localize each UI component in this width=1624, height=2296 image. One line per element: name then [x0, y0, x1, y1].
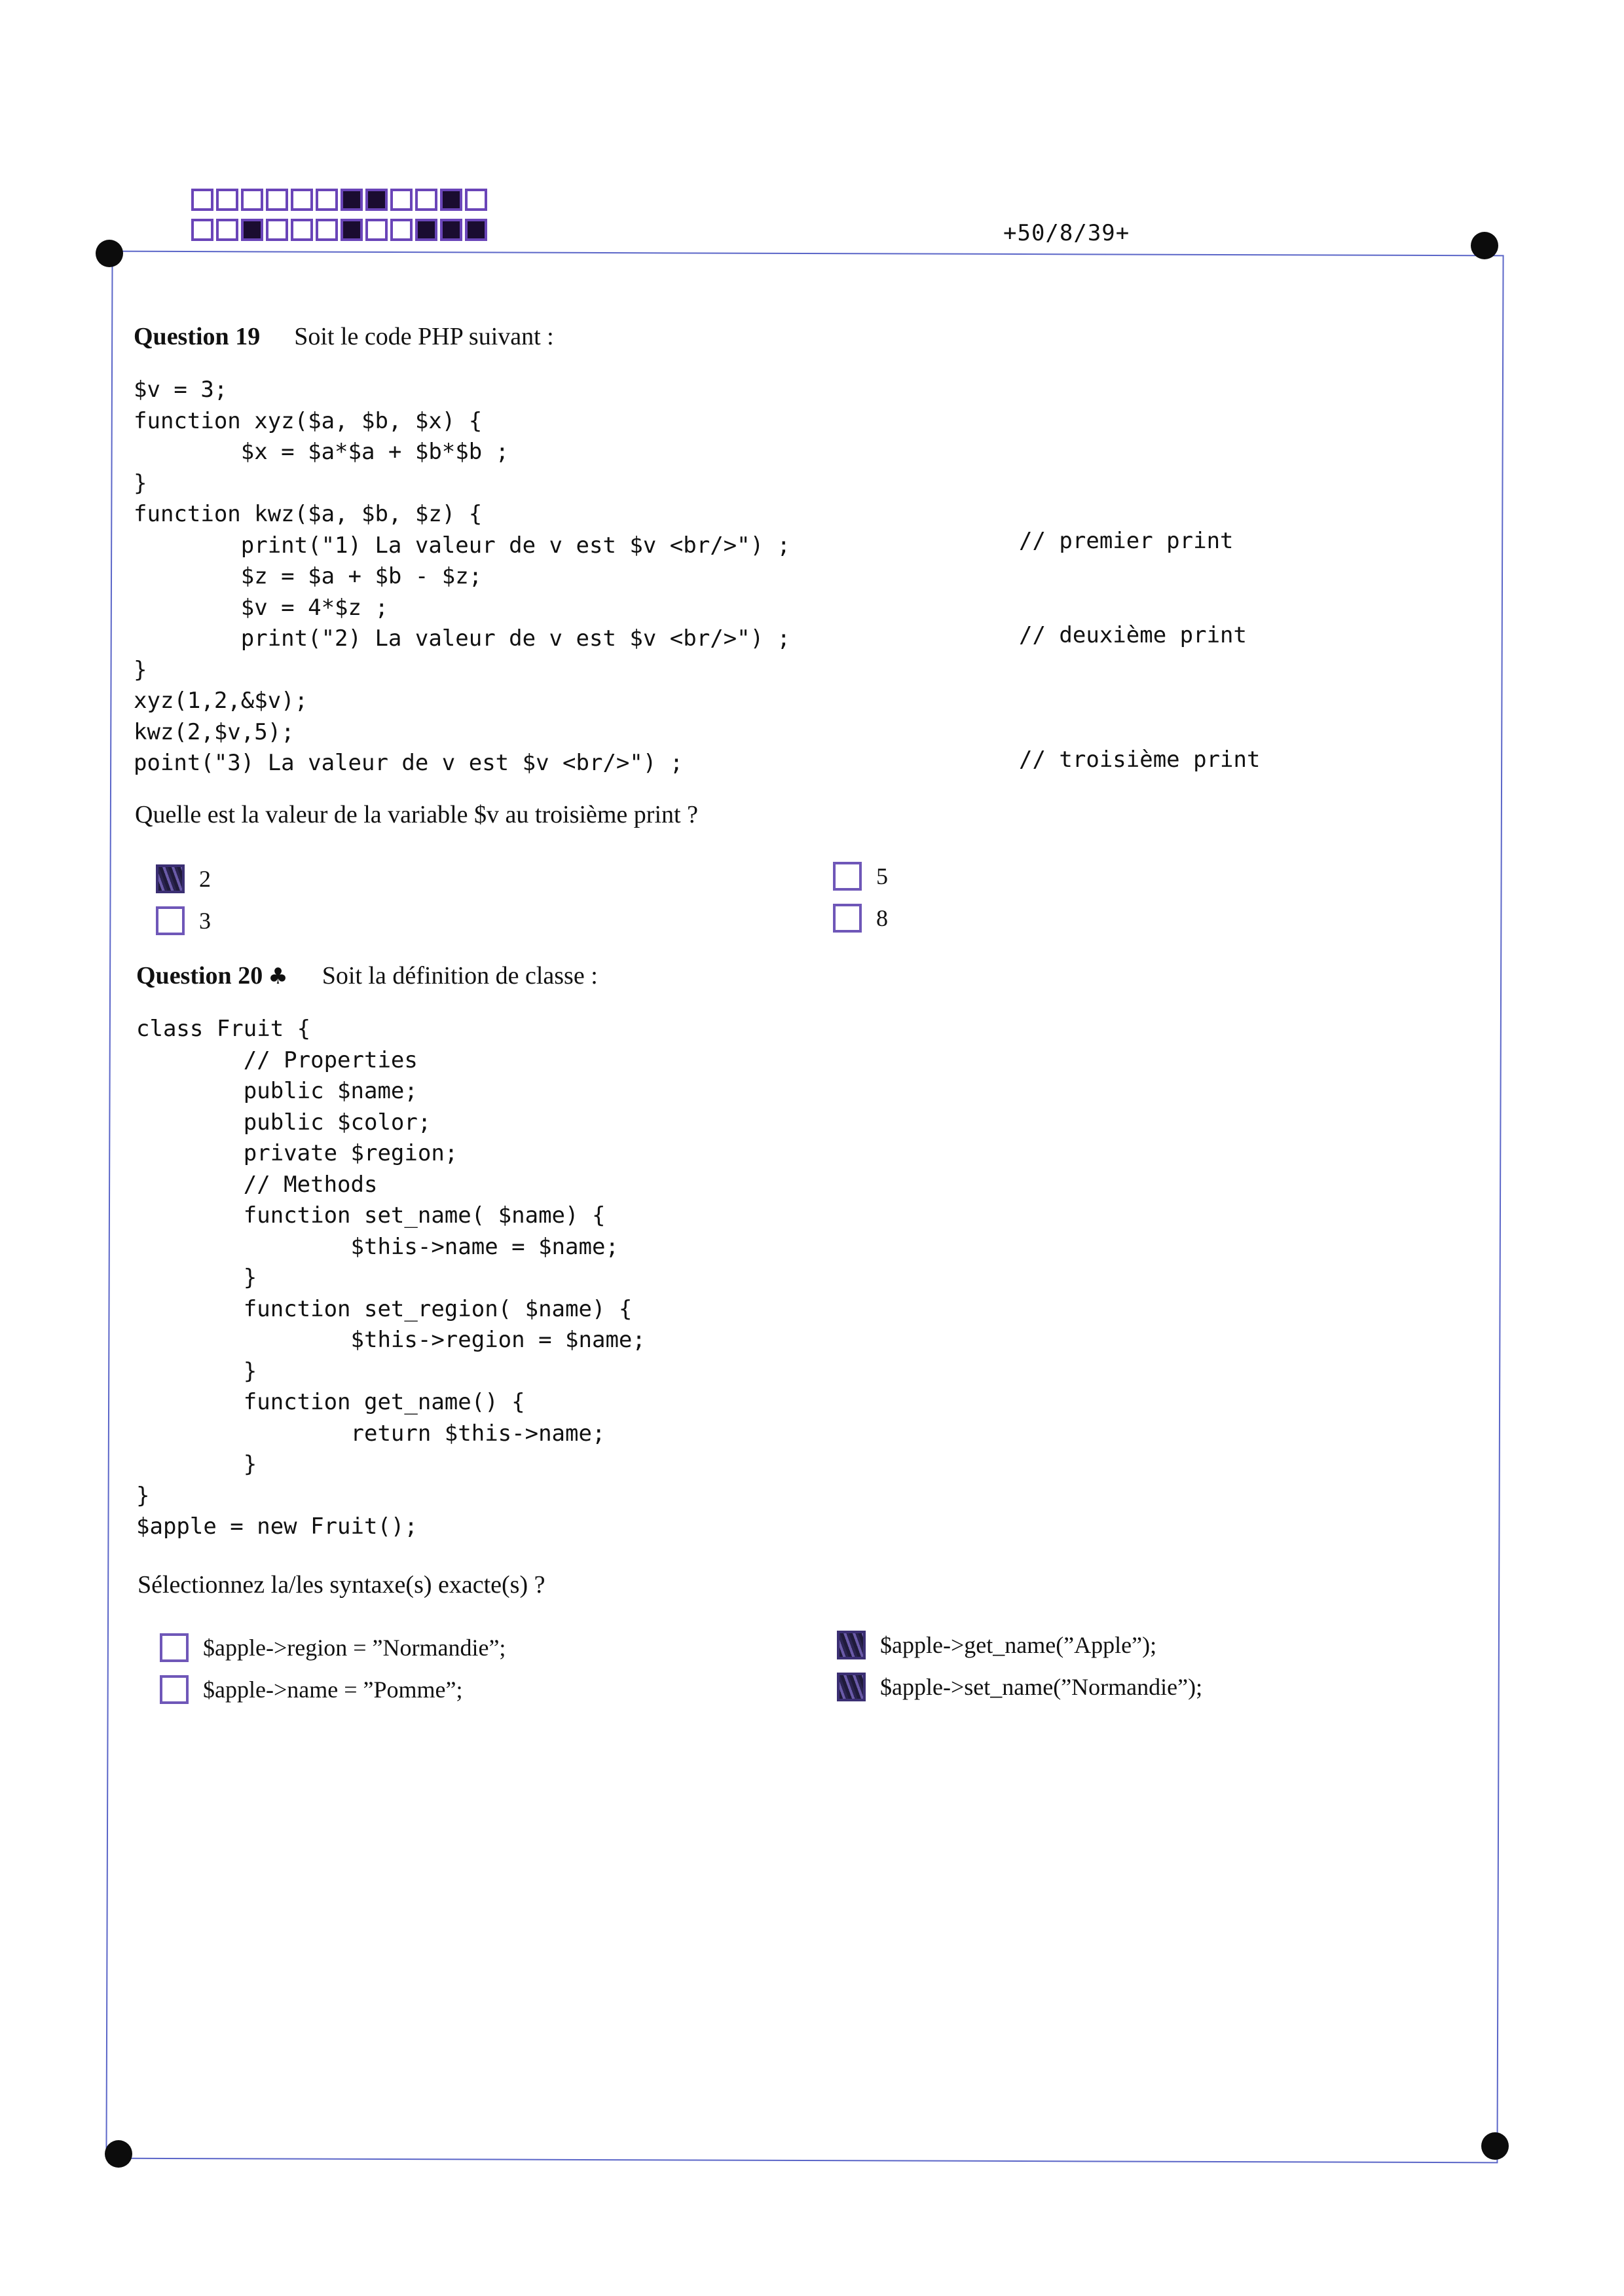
code-cell — [241, 219, 263, 241]
answer-checkbox[interactable] — [156, 864, 185, 893]
code-cell — [316, 189, 338, 211]
code-comment: // troisième print — [1019, 747, 1261, 773]
corner-marker-bottom-right — [1481, 2132, 1509, 2160]
question-19-prompt: Quelle est la valeur de la variable $v au troisième print ? — [135, 801, 698, 828]
question-19-title — [134, 322, 554, 351]
code-cell — [216, 219, 238, 241]
answer-checkbox[interactable] — [833, 862, 862, 891]
answer-checkbox[interactable] — [833, 904, 862, 933]
code-cell — [341, 189, 363, 211]
corner-marker-top-right — [1471, 232, 1498, 259]
corner-marker-top-left — [96, 240, 123, 267]
question-20-prompt: Sélectionnez la/les syntaxe(s) exacte(s) ? — [138, 1571, 545, 1599]
answer-option[interactable] — [160, 1675, 462, 1704]
code-comment: // deuxième print — [1019, 622, 1247, 648]
answer-option[interactable] — [833, 862, 888, 891]
answer-option[interactable] — [833, 904, 888, 933]
code-cell — [390, 189, 413, 211]
code-cell — [365, 219, 388, 241]
answer-label: $apple->get_name(”Apple”); — [880, 1632, 1157, 1658]
code-cell — [191, 189, 213, 211]
question-20-title — [136, 961, 598, 990]
answer-label: 5 — [876, 863, 888, 889]
code-cell — [465, 189, 487, 211]
code-cell — [440, 189, 462, 211]
code-cell — [415, 219, 437, 241]
club-icon: ♣ — [268, 963, 288, 990]
answer-label: $apple->region = ”Normandie”; — [203, 1635, 506, 1661]
code-cell — [390, 219, 413, 241]
code-cell — [465, 219, 487, 241]
corner-marker-bottom-left — [105, 2140, 132, 2168]
question-intro: Soit la définition de classe : — [322, 962, 598, 990]
code-cell — [415, 189, 437, 211]
answer-checkbox[interactable] — [837, 1631, 866, 1659]
question-number: Question 20 ♣ — [136, 962, 288, 990]
answer-option[interactable] — [837, 1673, 1202, 1701]
answer-checkbox[interactable] — [160, 1675, 189, 1704]
question-number: Question 19 — [134, 323, 261, 350]
code-cell — [216, 189, 238, 211]
question-20-code: class Fruit { // Properties public $name; public $color; private $region; // Methods function set_name( $name) { $this->name = $name; } function set_region( $name) { $this->region = $name; } function get_name() { return $this->name; } } $apple = new Fruit(); — [136, 1016, 646, 1540]
answer-option[interactable] — [837, 1631, 1156, 1659]
answer-option[interactable] — [156, 906, 211, 935]
code-cell — [365, 189, 388, 211]
answer-label: 2 — [199, 866, 211, 892]
answer-checkbox[interactable] — [160, 1633, 189, 1662]
code-comment: // premier print — [1019, 528, 1234, 554]
answer-option[interactable] — [160, 1633, 506, 1662]
header-code-row-1 — [191, 189, 490, 211]
answer-label: $apple->set_name(”Normandie”); — [880, 1674, 1203, 1700]
code-cell — [291, 219, 313, 241]
code-cell — [241, 189, 263, 211]
code-cell — [191, 219, 213, 241]
answer-label: 3 — [199, 908, 211, 934]
page-reference: +50/8/39+ — [1003, 220, 1130, 246]
header-code-row-2 — [191, 219, 490, 241]
answer-label: $apple->name = ”Pomme”; — [203, 1676, 463, 1703]
code-cell — [291, 189, 313, 211]
code-cell — [341, 219, 363, 241]
question-intro: Soit le code PHP suivant : — [294, 323, 554, 350]
code-cell — [440, 219, 462, 241]
code-cell — [266, 219, 288, 241]
question-19-code: $v = 3; function xyz($a, $b, $x) { $x = $a*$a + $b*$b ; } function kwz($a, $b, $z) { print("1) La valeur de v est $v <br/>") ; $z = $a + $b - $z; $v = 4*$z ; print("2) La valeur de v est $v <br/>") ; } xyz(1,2,&$v); kwz(2,$v,5); point("3) La valeur de v est $v <br/>") ; — [134, 377, 791, 776]
answer-checkbox[interactable] — [837, 1673, 866, 1701]
code-cell — [266, 189, 288, 211]
code-cell — [316, 219, 338, 241]
answer-checkbox[interactable] — [156, 906, 185, 935]
answer-option[interactable] — [156, 864, 211, 893]
answer-label: 8 — [876, 905, 888, 931]
